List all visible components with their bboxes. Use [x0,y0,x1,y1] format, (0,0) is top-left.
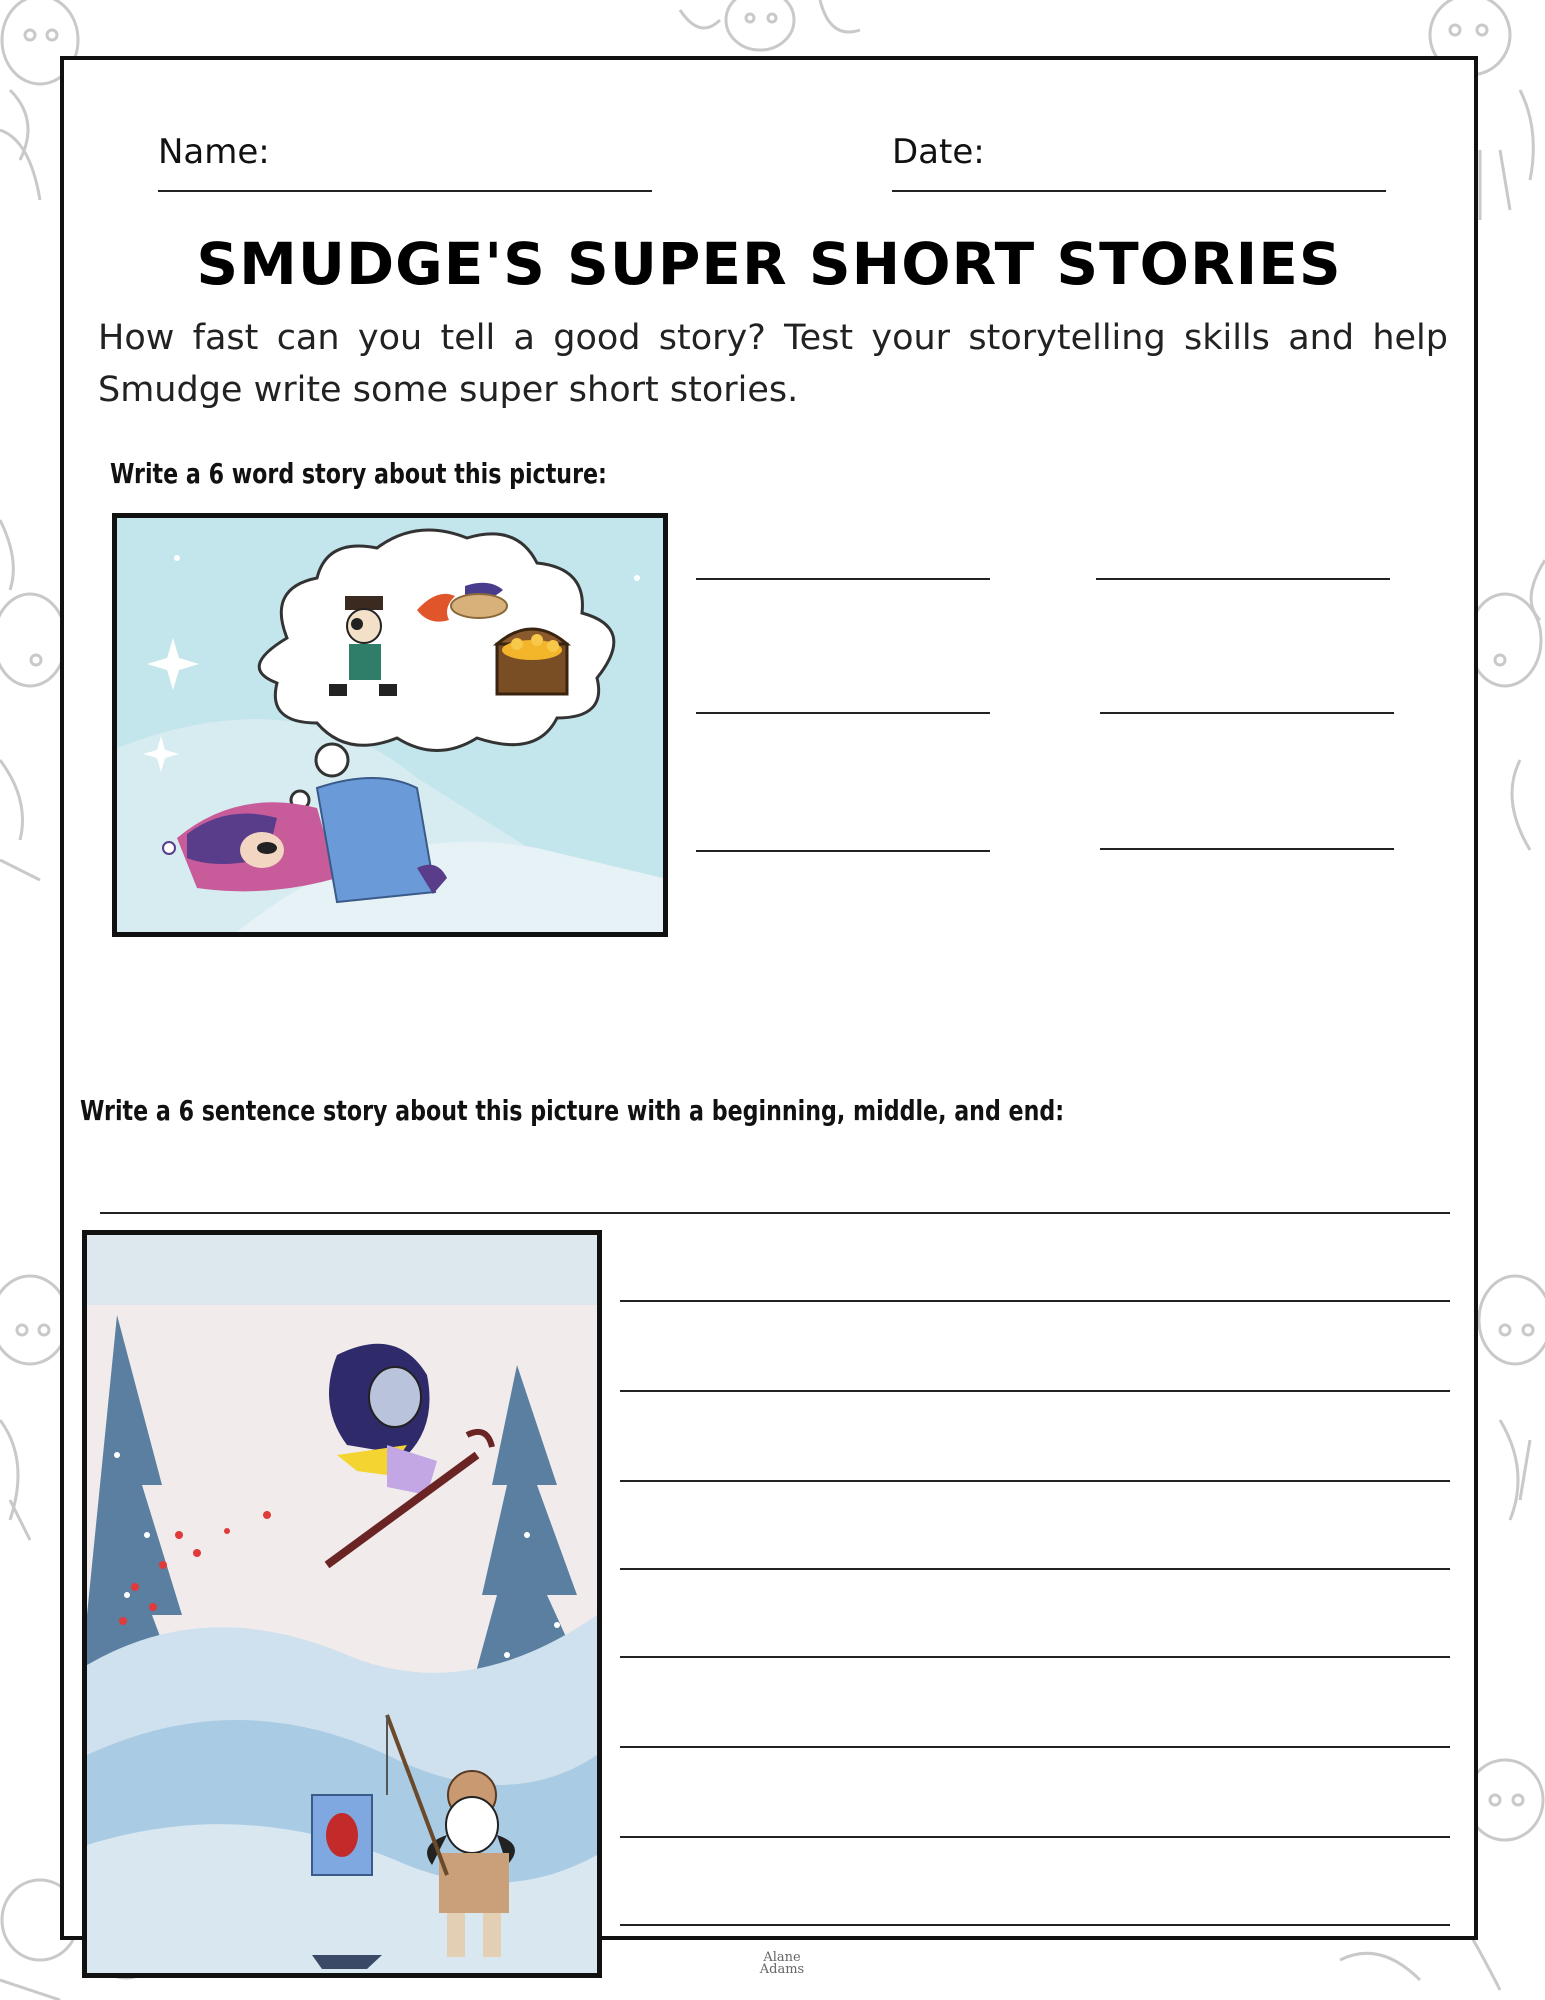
snow-scene-drawing [87,1235,597,1973]
sentence-answer-line-6[interactable] [620,1656,1450,1658]
dreaming-character-illustration [112,513,668,937]
dream-scene-drawing [117,518,663,932]
sentence-answer-line-4[interactable] [620,1480,1450,1482]
six-word-story-prompt: Write a 6 word story about this picture: [110,457,607,490]
sentence-answer-line-3[interactable] [620,1390,1450,1392]
name-line[interactable] [158,190,652,192]
snowy-scene-illustration [82,1230,602,1978]
logo-line-2: Adams [759,1962,805,1977]
name-label: Name: [158,132,270,172]
publisher-logo [752,1952,812,1976]
word-answer-line-5[interactable] [696,850,990,852]
intro-text: How fast can you tell a good story? Test your storytelling skills and help Smudge write some super short stories. [98,318,1448,410]
logo-line-1: Alane [763,1950,801,1965]
word-answer-line-1[interactable] [696,578,990,580]
sentence-answer-line-1[interactable] [100,1212,1450,1214]
sentence-answer-line-5[interactable] [620,1568,1450,1570]
word-answer-line-4[interactable] [1100,712,1394,714]
page-title: SMUDGE'S SUPER SHORT STORIES [196,230,1342,298]
word-answer-line-6[interactable] [1100,848,1394,850]
date-label: Date: [892,132,985,172]
sentence-answer-line-9[interactable] [620,1924,1450,1926]
sentence-answer-line-7[interactable] [620,1746,1450,1748]
sentence-answer-line-2[interactable] [620,1300,1450,1302]
worksheet-sheet [60,56,1478,1940]
six-sentence-story-prompt: Write a 6 sentence story about this picture with a beginning, middle, and end: [80,1094,1065,1127]
date-line[interactable] [892,190,1386,192]
word-answer-line-2[interactable] [1096,578,1390,580]
sentence-answer-line-8[interactable] [620,1836,1450,1838]
word-answer-line-3[interactable] [696,712,990,714]
